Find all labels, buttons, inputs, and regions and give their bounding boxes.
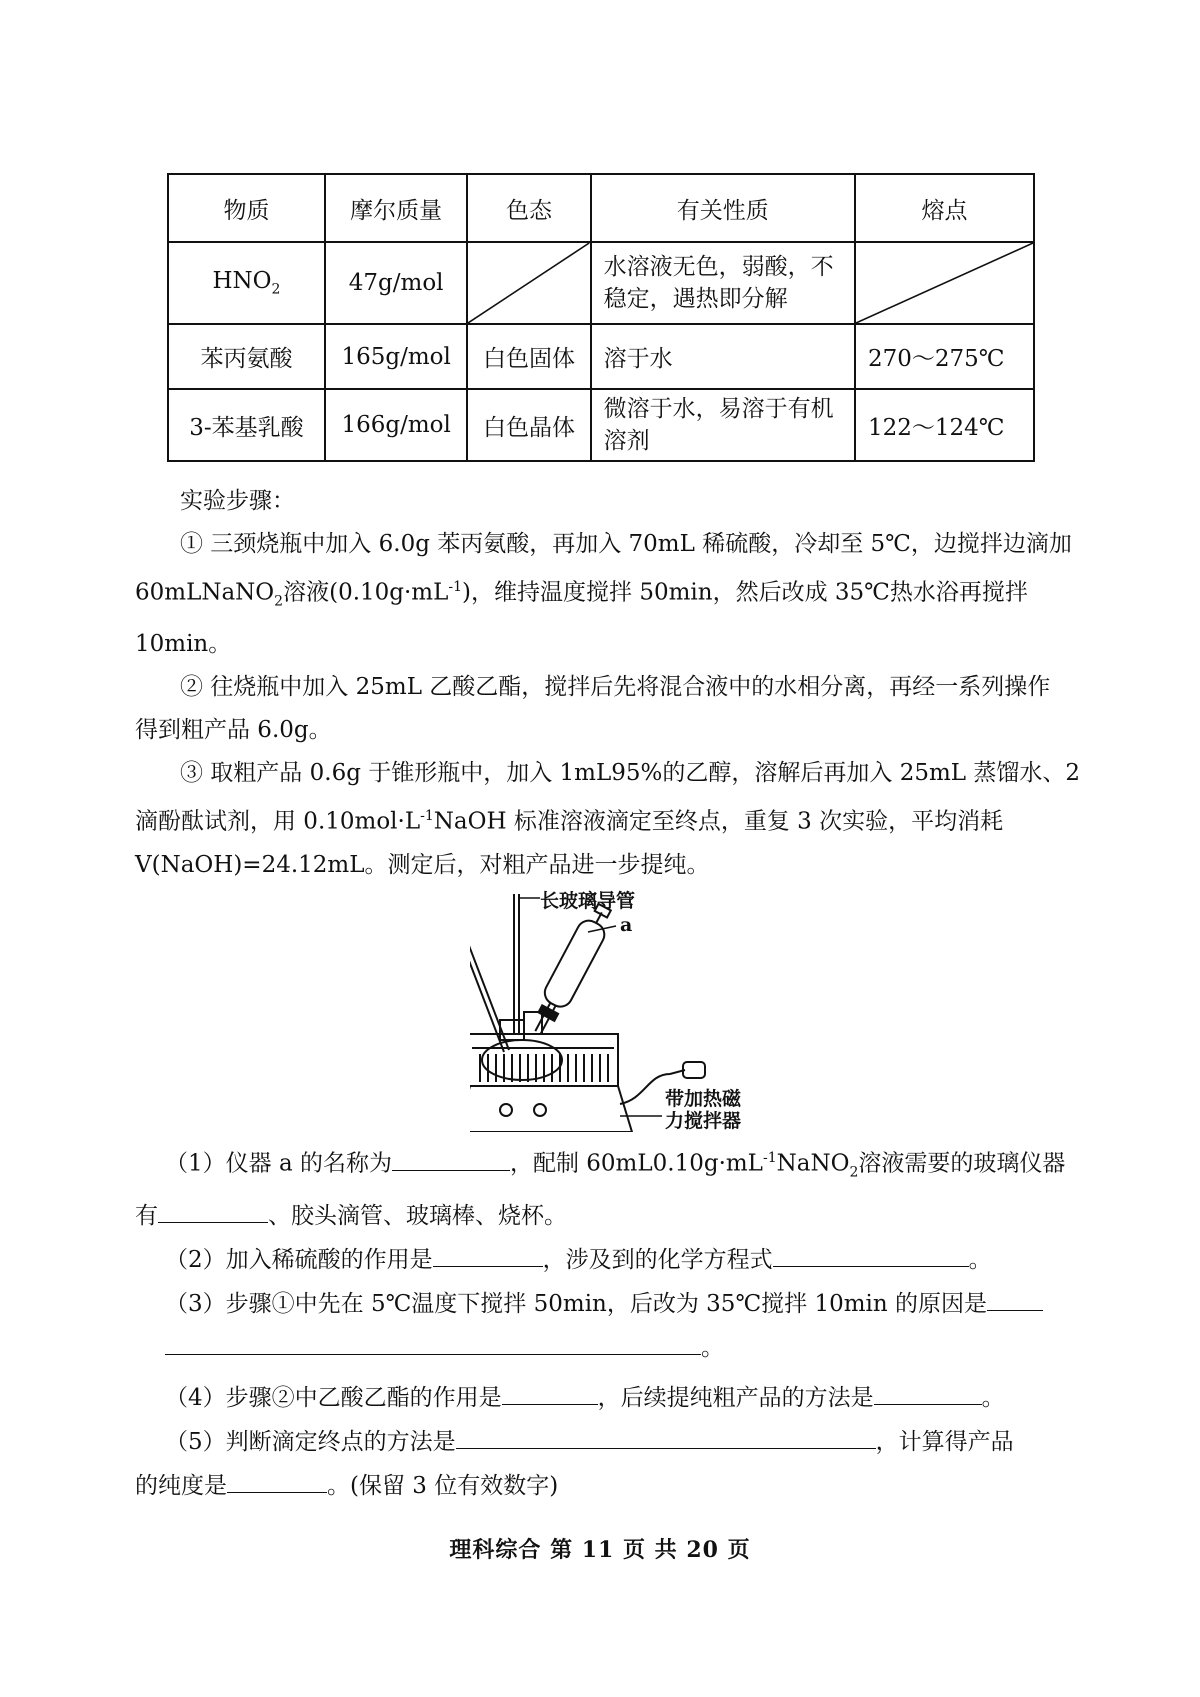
state-cell: 白色固体 — [467, 324, 590, 389]
answer-blank[interactable] — [158, 1198, 268, 1223]
melting-cell-empty — [855, 242, 1034, 324]
diagonal-slash — [468, 243, 589, 323]
header-cell: 熔点 — [855, 174, 1034, 242]
header-cell: 色态 — [467, 174, 590, 242]
answer-blank[interactable] — [773, 1242, 969, 1267]
properties-table — [167, 173, 1035, 462]
step-3-line-1: ③ 取粗产品 0.6g 于锥形瓶中，加入 1mL95%的乙醇，溶解后再加入 25mL 蒸馏水、2 — [180, 760, 1080, 787]
steps-section — [135, 480, 1095, 887]
header-cell: 有关性质 — [591, 174, 855, 242]
state-cell: 白色晶体 — [467, 389, 590, 461]
melting-cell: 122～124℃ — [855, 389, 1034, 461]
step-2-line-2: 得到粗产品 6.0g。 — [135, 717, 332, 744]
properties-cell: 微溶于水，易溶于有机溶剂 — [591, 389, 855, 461]
answer-blank[interactable] — [456, 1424, 876, 1449]
question-3-line-2: 。 — [135, 1326, 1095, 1370]
answer-blank[interactable] — [502, 1380, 598, 1405]
substance-cell: 3-苯基乳酸 — [168, 389, 325, 461]
header-cell: 物质 — [168, 174, 325, 242]
label-long-glass-tube: 长玻璃导管 — [540, 890, 636, 912]
apparatus-diagram — [470, 884, 760, 1132]
question-4: （4）步骤②中乙酸乙酯的作用是 ，后续提纯粗产品的方法是 。 — [135, 1376, 1095, 1420]
label-stirrer-line-1: 带加热磁 — [665, 1088, 742, 1110]
label-stirrer-line-2: 力搅拌器 — [665, 1110, 742, 1132]
answer-blank[interactable] — [987, 1286, 1043, 1311]
questions-section — [135, 1136, 1095, 1508]
table-row — [168, 389, 1034, 461]
properties-cell: 水溶液无色，弱酸，不稳定，遇热即分解 — [591, 242, 855, 324]
molar-mass-cell: 165g/mol — [325, 324, 468, 389]
step-1-line-2: 60mLNaNO$_2$溶液$(0.10g\cdot mL^{-1})$，维持温度搅拌 50min，然后改成 35℃热水浴再搅拌 — [135, 579, 1028, 610]
properties-cell: 溶于水 — [591, 324, 855, 389]
answer-blank[interactable] — [165, 1330, 701, 1355]
answer-blank[interactable] — [227, 1468, 327, 1493]
question-3-line-1: （3）步骤①中先在 5℃温度下搅拌 50min，后改为 35℃搅拌 10min 的原因是 — [135, 1282, 1095, 1326]
step-1-line-1: ① 三颈烧瓶中加入 6.0g 苯丙氨酸，再加入 70mL 稀硫酸，冷却至 5℃，边搅拌边滴加 — [180, 531, 1072, 557]
molar-mass-cell: 166g/mol — [325, 389, 468, 461]
molar-mass-cell: 47g/mol — [325, 242, 468, 324]
diagonal-slash — [856, 243, 1033, 323]
question-1-line-2: 有 、胶头滴管、玻璃棒、烧杯。 — [135, 1194, 1095, 1238]
state-cell-empty — [467, 242, 590, 324]
substance-cell: $HNO_2$ — [168, 242, 325, 324]
step-3-line-2: 滴酚酞试剂，用 $0.10mol\cdot L^{-1}NaOH$ 标准溶液滴定至终点，重复 3 次实验，平均消耗 — [135, 808, 1004, 835]
substance-cell: 苯丙氨酸 — [168, 324, 325, 389]
table-row — [168, 324, 1034, 389]
question-5-line-1: （5）判断滴定终点的方法是 ，计算得产品 — [135, 1420, 1095, 1464]
answer-blank[interactable] — [433, 1242, 543, 1267]
label-instrument-a: a — [620, 914, 633, 936]
answer-blank[interactable] — [392, 1146, 510, 1171]
step-3-line-3: V(NaOH)=24.12mL。测定后，对粗产品进一步提纯。 — [135, 851, 710, 878]
step-2-line-1: ② 往烧瓶中加入 25mL 乙酸乙酯，搅拌后先将混合液中的水相分离，再经一系列操作 — [180, 674, 1051, 701]
question-2: （2）加入稀硫酸的作用是 ，涉及到的化学方程式 。 — [135, 1238, 1095, 1282]
table-row — [168, 242, 1034, 324]
question-5-line-2: 的纯度是 。(保留 3 位有效数字) — [135, 1464, 1095, 1508]
answer-blank[interactable] — [874, 1380, 982, 1405]
header-cell: 摩尔质量 — [325, 174, 468, 242]
page-footer: 理科综合 第 11 页 共 20 页 — [449, 1537, 751, 1563]
question-1-line-1: （1）仪器 a 的名称为 ，配制 $60mL0.10g\cdot mL^{-1}NaNO_2$溶液需要的玻璃仪器 — [135, 1136, 1095, 1194]
step-1-line-3: 10min。 — [135, 631, 232, 658]
melting-cell: 270～275℃ — [855, 324, 1034, 389]
table-header-row — [168, 174, 1034, 242]
steps-heading: 实验步骤： — [180, 488, 295, 514]
